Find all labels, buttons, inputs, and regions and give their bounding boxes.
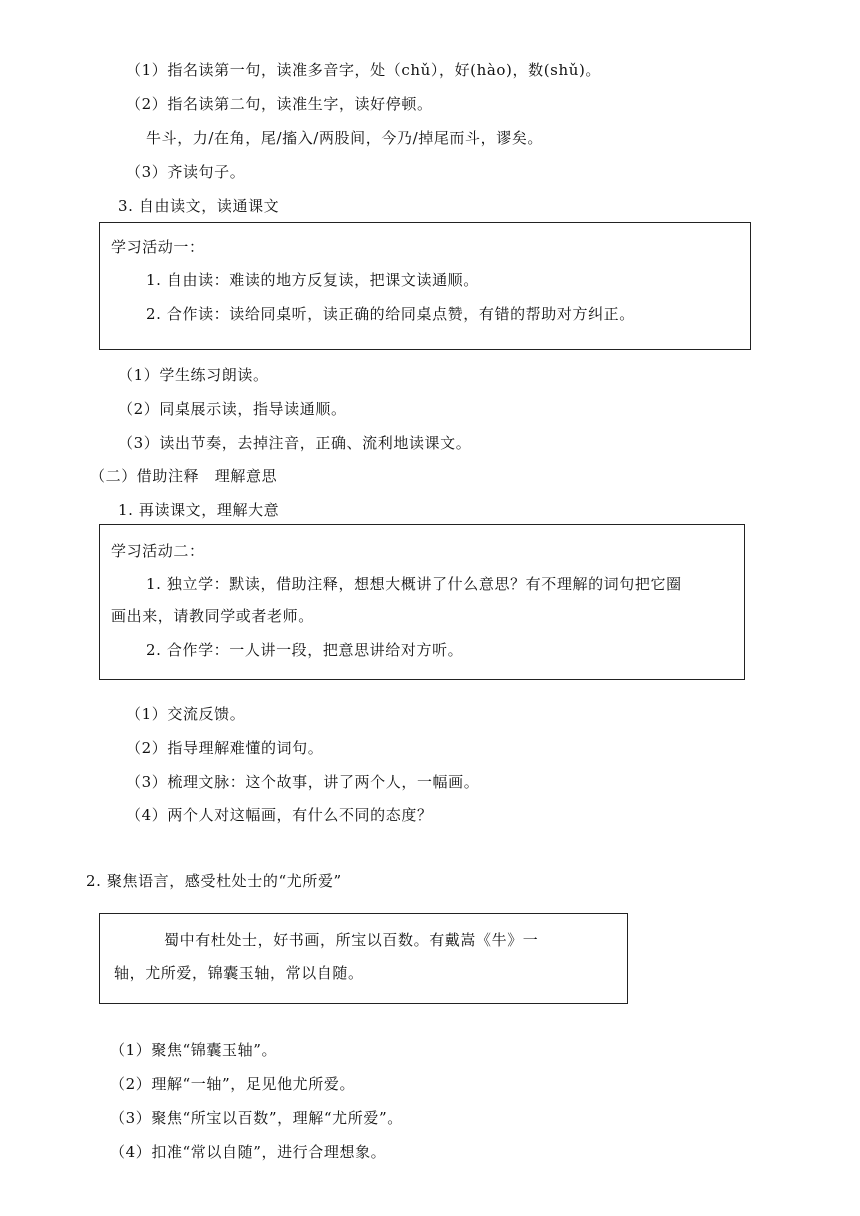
activity-2-title: 学习活动二： [111,542,205,560]
reading-item-1: （1）指名读第一句，读准多音字，处（chǔ），好(hào)，数(shǔ)。 [126,61,602,79]
focus-language-heading: 2. 聚焦语言，感受杜处士的“尤所爱” [86,872,342,890]
reading-item-2: （2）指名读第二句，读准生字，读好停顿。 [126,95,433,113]
pause-marks-sentence: 牛斗，力/在角，尾/搐入/两股间，今乃/掉尾而斗，谬矣。 [146,129,544,147]
activity-1-title: 学习活动一： [111,238,205,256]
feedback-item-3: （3）梳理文脉：这个故事，讲了两个人，一幅画。 [126,773,480,791]
feedback-item-1: （1）交流反馈。 [126,705,246,723]
activity-2-box [99,524,745,680]
part-2-heading: （二）借助注释 理解意思 [90,467,278,485]
focus-item-3: （3）聚焦“所宝以百数”，理解“尤所爱”。 [110,1109,403,1127]
focus-item-1: （1）聚焦“锦囊玉轴”。 [110,1041,278,1059]
activity-2-line-2: 2. 合作学：一人讲一段，把意思讲给对方听。 [146,641,464,659]
quote-line-2: 轴，尤所爱，锦囊玉轴，常以自随。 [114,964,364,982]
practice-item-1: （1）学生练习朗读。 [118,366,269,384]
activity-1-box [99,222,751,350]
activity-2-line-1-continued: 画出来，请教同学或者老师。 [111,607,314,625]
practice-item-3: （3）读出节奏，去掉注音，正确、流利地读课文。 [118,434,472,452]
feedback-item-2: （2）指导理解难懂的词句。 [126,739,324,757]
activity-2-line-1: 1. 独立学：默读，借助注释，想想大概讲了什么意思？有不理解的词句把它圈 [146,575,682,593]
focus-item-4: （4）扣准“常以自随”，进行合理想象。 [110,1143,387,1161]
activity-1-line-2: 2. 合作读：读给同桌听，读正确的给同桌点赞，有错的帮助对方纠正。 [146,305,635,323]
reading-item-3: （3）齐读句子。 [126,163,246,181]
step-1-heading: 1. 再读课文，理解大意 [118,501,280,519]
quote-line-1: 蜀中有杜处士，好书画，所宝以百数。有戴嵩《牛》一 [164,931,539,949]
step-3-heading: 3. 自由读文，读通课文 [118,197,280,215]
feedback-item-4: （4）两个人对这幅画，有什么不同的态度？ [126,806,433,824]
focus-item-2: （2）理解“一轴”，足见他尤所爱。 [110,1075,356,1093]
activity-1-line-1: 1. 自由读：难读的地方反复读，把课文读通顺。 [146,271,479,289]
quote-box [99,913,628,1004]
practice-item-2: （2）同桌展示读，指导读通顺。 [118,400,347,418]
